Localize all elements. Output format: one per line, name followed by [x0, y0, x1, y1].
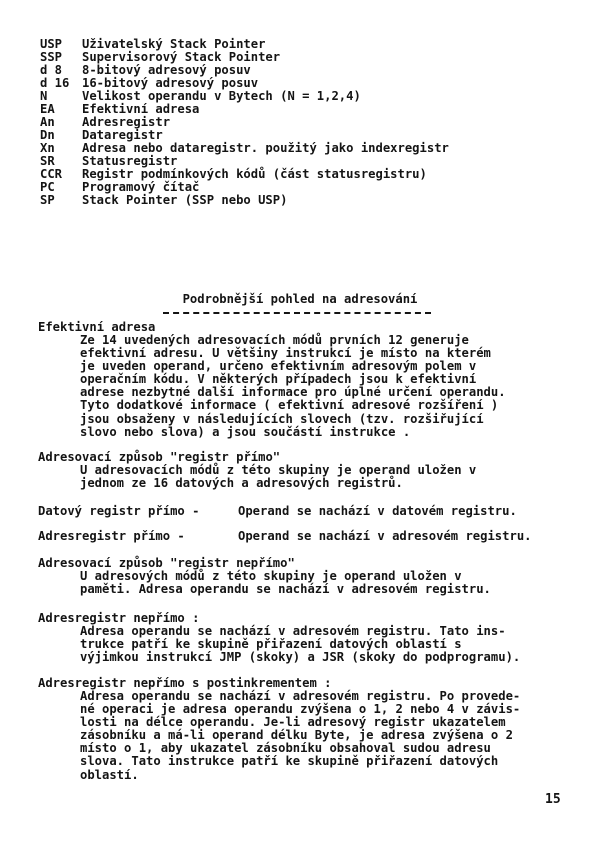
abbr-desc: Registr podmínkových kódů (část statusregistru)	[82, 167, 427, 181]
abbr-code: PC	[40, 180, 55, 194]
abbr-code: SP	[40, 193, 55, 207]
datovy-primo-label: Datový registr přímo -	[38, 504, 200, 518]
title-underline	[163, 312, 431, 314]
abbr-desc: Velikost operandu v Bytech (N = 1,2,4)	[82, 89, 361, 103]
abbr-code: Dn	[40, 128, 55, 142]
abbr-desc: Stack Pointer (SSP nebo USP)	[82, 193, 288, 207]
postinkrement-heading: Adresregistr nepřímo s postinkrementem :	[38, 676, 332, 690]
abbr-code: d 16	[40, 76, 70, 90]
abbr-code: d 8	[40, 63, 63, 77]
abbr-desc: 16-bitový adresový posuv	[82, 76, 259, 90]
section-title: Podrobnější pohled na adresování	[182, 292, 418, 306]
abbr-code: EA	[40, 102, 55, 116]
adresregistr-primo-text: Operand se nachází v adresovém registru.	[238, 529, 532, 543]
abbr-code: N	[40, 89, 48, 103]
efektivni-heading: Efektivní adresa	[38, 320, 156, 334]
registr-neprimo-heading: Adresovací způsob "registr nepřímo"	[38, 556, 295, 570]
abbr-desc: Statusregistr	[82, 154, 178, 168]
abbr-desc: Supervisorový Stack Pointer	[82, 50, 281, 64]
abbr-desc: Efektivní adresa	[82, 102, 200, 116]
adresregistr-neprimo-body: Adresa operandu se nachází v adresovém registru. Tato ins- trukce patří ke skupině přiřazení datových oblastí s výjimkou instrukcí JMP (skoky) a JSR (skoky do podprogramu).	[80, 624, 521, 665]
abbr-code: Xn	[40, 141, 55, 155]
abbr-code: An	[40, 115, 55, 129]
registr-primo-heading: Adresovací způsob "registr přímo"	[38, 450, 281, 464]
abbr-desc: 8-bitový adresový posuv	[82, 63, 251, 77]
adresregistr-primo-label: Adresregistr přímo -	[38, 529, 185, 543]
postinkrement-body: Adresa operandu se nachází v adresovém registru. Po provede- né operaci je adresa operandu zvýšena o 1, 2 nebo 4 v závis- losti na délce operandu. Je-li adresový registr ukazatelem zásobníku a má-li operand délku Byte, je adresa zvýšena o 2 místo o 1, aby ukazatel zásobníku obsahoval sudou adresu slova. Tato instrukce patří ke skupině přiřazení datových oblastí.	[80, 689, 521, 782]
abbr-desc: Adresa nebo dataregistr. použitý jako indexregistr	[82, 141, 449, 155]
abbr-desc: Uživatelský Stack Pointer	[82, 37, 266, 51]
efektivni-body: Ze 14 uvedených adresovacích módů prvních 12 generuje efektivní adresu. U většiny instrukcí je místo na kterém je uveden operand, určeno efektivním adresovým polem v operačním kódu. V některých případech jsou k efektivní adrese nezbytné další informace pro úplné určení operandu. Tyto dodatkové informace ( efektivní adresové rozšíření ) jsou obsaženy v následujících slovech (tzv. rozšiřující slovo nebo slova) a jsou součástí instrukce .	[80, 333, 506, 439]
registr-neprimo-body: U adresových módů z této skupiny je operand uložen v paměti. Adresa operandu se nachází v adresovém registru.	[80, 569, 491, 597]
registr-primo-body: U adresovacích módů z této skupiny je operand uložen v jednom ze 16 datových a adresových registrů.	[80, 463, 477, 491]
abbr-desc: Dataregistr	[82, 128, 163, 142]
abbr-code: SSP	[40, 50, 63, 64]
abbr-desc: Programový čítač	[82, 180, 200, 194]
adresregistr-neprimo-heading: Adresregistr nepřímo :	[38, 611, 200, 625]
abbr-code: CCR	[40, 167, 63, 181]
abbr-desc: Adresregistr	[82, 115, 171, 129]
abbr-code: USP	[40, 37, 63, 51]
abbr-code: SR	[40, 154, 55, 168]
page-number: 15	[545, 792, 561, 807]
abbr-row-sp	[40, 194, 287, 207]
datovy-primo-text: Operand se nachází v datovém registru.	[238, 504, 517, 518]
